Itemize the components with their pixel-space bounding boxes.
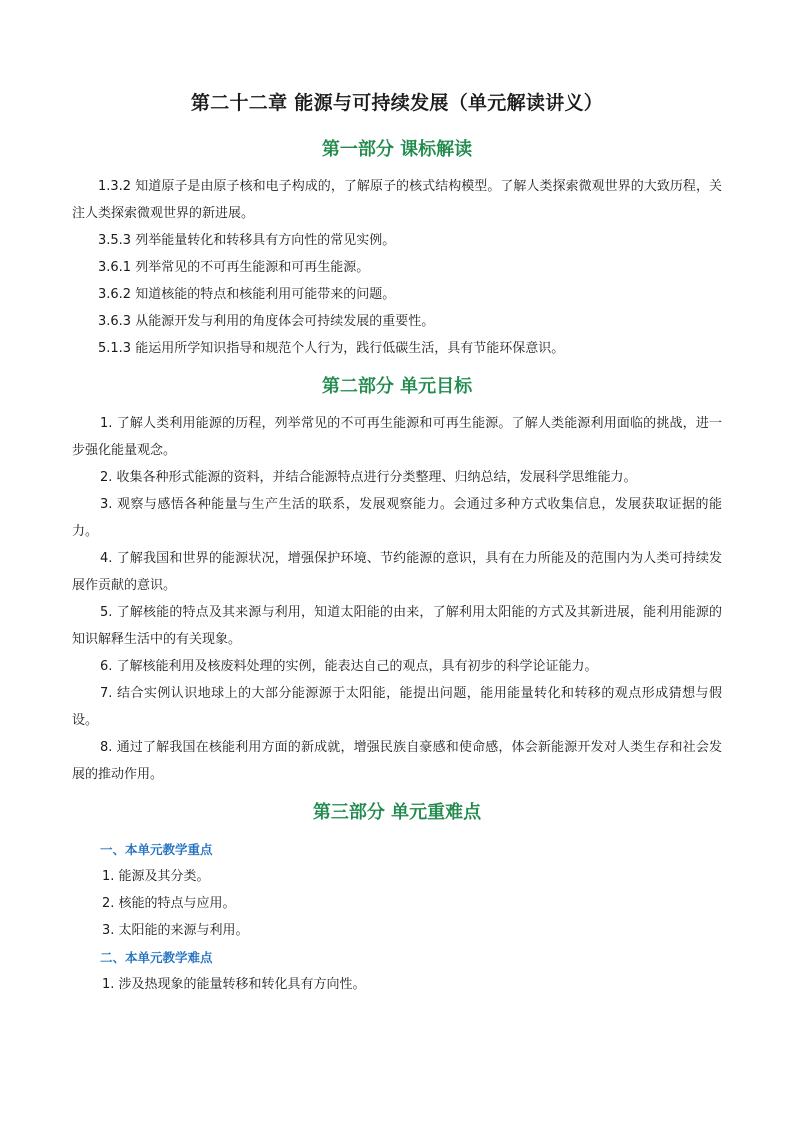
part3-heading: 第三部分 单元重难点 [312, 802, 482, 823]
key-point-item: 3. 太阳能的来源与利用。 [102, 923, 249, 938]
standard-item: 3.6.3 从能源开发与利用的角度体会可持续发展的重要性。 [98, 314, 435, 329]
goal-item: 2. 收集各种形式能源的资料，并结合能源特点进行分类整理、归纳总结，发展科学思维能力。 [100, 470, 637, 485]
goal-item: 8. 通过了解我国在核能利用方面的新成就，增强民族自豪感和使命感，体会新能源开发对人类生存和社会发展的推动作用。 [72, 740, 722, 782]
difficulty-item: 1. 涉及热现象的能量转移和转化具有方向性。 [102, 977, 366, 992]
part1-heading: 第一部分 课标解读 [321, 139, 473, 160]
standard-item: 3.6.1 列举常见的不可再生能源和可再生能源。 [98, 260, 370, 275]
difficulties-heading: 二、本单元教学难点 [100, 950, 213, 965]
standard-item: 5.1.3 能运用所学知识指导和规范个人行为，践行低碳生活，具有节能环保意识。 [98, 341, 565, 356]
document-page [72, 88, 722, 998]
goal-item: 3. 观察与感悟各种能量与生产生活的联系，发展观察能力。会通过多种方式收集信息，发展获取证据的能力。 [72, 497, 722, 539]
standard-item: 3.6.2 知道核能的特点和核能利用可能带来的问题。 [98, 287, 396, 302]
standard-item: 3.5.3 列举能量转化和转移具有方向性的常见实例。 [98, 233, 396, 248]
key-points-heading: 一、本单元教学重点 [100, 842, 213, 857]
goal-item: 5. 了解核能的特点及其来源与利用，知道太阳能的由来，了解利用太阳能的方式及其新进展，能利用能源的知识解释生活中的有关现象。 [72, 605, 722, 647]
curriculum-standards-section [72, 173, 722, 362]
part2-heading: 第二部分 单元目标 [321, 376, 473, 397]
goal-item: 4. 了解我国和世界的能源状况，增强保护环境、节约能源的意识，具有在力所能及的范围内为人类可持续发展作贡献的意识。 [72, 551, 722, 593]
unit-goals-section [72, 410, 722, 788]
key-point-item: 2. 核能的特点与应用。 [102, 896, 236, 911]
goal-item: 7. 结合实例认识地球上的大部分能源源于太阳能，能提出问题，能用能量转化和转移的观点形成猜想与假设。 [72, 686, 722, 728]
key-point-item: 1. 能源及其分类。 [102, 869, 210, 884]
goal-item: 1. 了解人类利用能源的历程，列举常见的不可再生能源和可再生能源。了解人类能源利用面临的挑战，进一步强化能量观念。 [72, 416, 722, 458]
standard-item: 1.3.2 知道原子是由原子核和电子构成的，了解原子的核式结构模型。了解人类探索微观世界的大致历程，关注人类探索微观世界的新进展。 [72, 179, 722, 221]
document-title: 第二十二章 能源与可持续发展（单元解读讲义） [190, 92, 604, 114]
goal-item: 6. 了解核能利用及核废料处理的实例，能表达自己的观点，具有初步的科学论证能力。 [100, 659, 598, 674]
key-difficult-points-section [72, 836, 722, 998]
